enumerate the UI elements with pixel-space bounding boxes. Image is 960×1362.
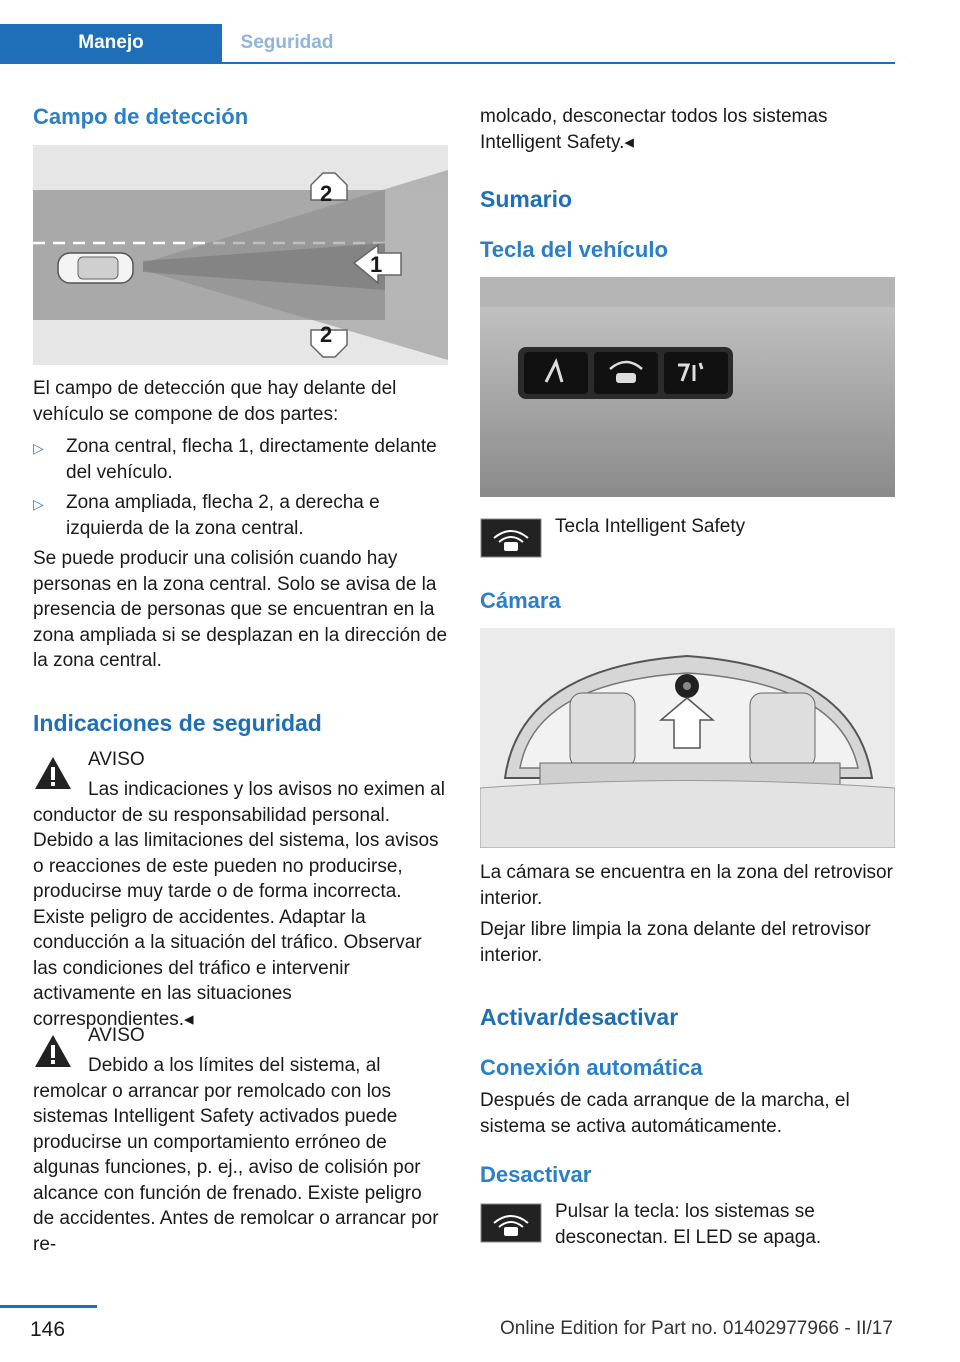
bullet-text: Zona ampliada, flecha 2, a derecha e izquierda de la zona central. xyxy=(66,492,380,539)
heading-camara: Cámara xyxy=(480,588,561,613)
warning-1-text: Las indicaciones y los avisos no eximen al conductor de su responsabilidad personal. Debido a las limitaciones del sistema, los avisos o reacciones de este pueden no producirse, producirse muy tarde o de forma incorrecta. Existe peligro de accidentes. Adaptar la conducción a la situación del tráfico. Observar las condiciones del tráfico e intervenir activamente en las situaciones correspondientes.◂ xyxy=(33,779,445,1030)
paragraph-desactivar: Pulsar la tecla: los sistemas se desconectan. El LED se apaga. xyxy=(555,1201,822,1248)
tab-seguridad[interactable]: Seguridad xyxy=(240,32,334,53)
fig-label-2-bottom: 2 xyxy=(320,322,333,347)
warning-2-text: Debido a los límites del sistema, al remolcar o arrancar por remolcado con los sistemas Intelligent Safety activados puede producirse un comportamiento erróneo de algunas funciones, p. ej., aviso de colisión por alcance con función de frenado. Existe peligro de accidentes. Antes de remolcar o arrancar por re- xyxy=(33,1055,439,1255)
heading-conexion-automatica: Conexión automática xyxy=(480,1055,703,1080)
bullet-zona-ampliada xyxy=(33,490,448,541)
warning-1-title: AVISO xyxy=(88,749,145,770)
bullet-triangle-icon: ▷ xyxy=(33,440,44,456)
edition-note: Online Edition for Part no. 01402977966 - II/17 xyxy=(500,1318,893,1339)
warning-2-title: AVISO xyxy=(88,1025,145,1046)
caption-tecla: Tecla Intelligent Safety xyxy=(555,516,746,537)
heading-activar-desactivar: Activar/desactivar xyxy=(480,1004,679,1030)
paragraph-continuation: molcado, desconectar todos los sistemas Intelligent Safety.◂ xyxy=(480,106,828,153)
page-number: 146 xyxy=(30,1318,66,1341)
footer-rule xyxy=(0,1305,97,1308)
paragraph-colision: Se puede producir una colisión cuando hay personas en la zona central. Solo se avisa de la presencia de personas que se encuentran en la zona ampliada si se desplazan en la dirección de la zona central. xyxy=(33,548,448,671)
bullet-triangle-icon: ▷ xyxy=(33,496,44,512)
paragraph-campo-intro: El campo de detección que hay delante del vehículo se compone de dos partes: xyxy=(33,378,397,425)
fig-label-2-top: 2 xyxy=(320,181,333,206)
paragraph-conexion: Después de cada arranque de la marcha, el sistema se activa automáticamente. xyxy=(480,1090,850,1137)
bullet-text: Zona central, flecha 1, directamente delante del vehículo. xyxy=(66,436,437,483)
tab-manejo[interactable]: Manejo xyxy=(0,24,222,62)
heading-campo-deteccion: Campo de detección xyxy=(33,104,249,129)
bullet-zona-central xyxy=(33,434,448,485)
paragraph-camara-limpia: Dejar libre limpia la zona delante del retrovisor interior. xyxy=(480,919,871,966)
detection-field-figure xyxy=(33,145,448,365)
camera-figure xyxy=(480,628,895,848)
heading-desactivar: Desactivar xyxy=(480,1162,592,1187)
heading-sumario: Sumario xyxy=(480,186,573,212)
paragraph-camara-ubicacion: La cámara se encuentra en la zona del retrovisor interior. xyxy=(480,862,893,909)
vehicle-button-figure xyxy=(480,277,895,497)
header-tabs xyxy=(0,24,895,64)
intelligent-safety-key-icon xyxy=(480,518,542,558)
fig-label-1: 1 xyxy=(370,252,383,277)
intelligent-safety-key-icon xyxy=(480,1203,542,1243)
heading-tecla-vehiculo: Tecla del vehículo xyxy=(480,237,668,262)
heading-indicaciones: Indicaciones de seguridad xyxy=(33,710,322,736)
